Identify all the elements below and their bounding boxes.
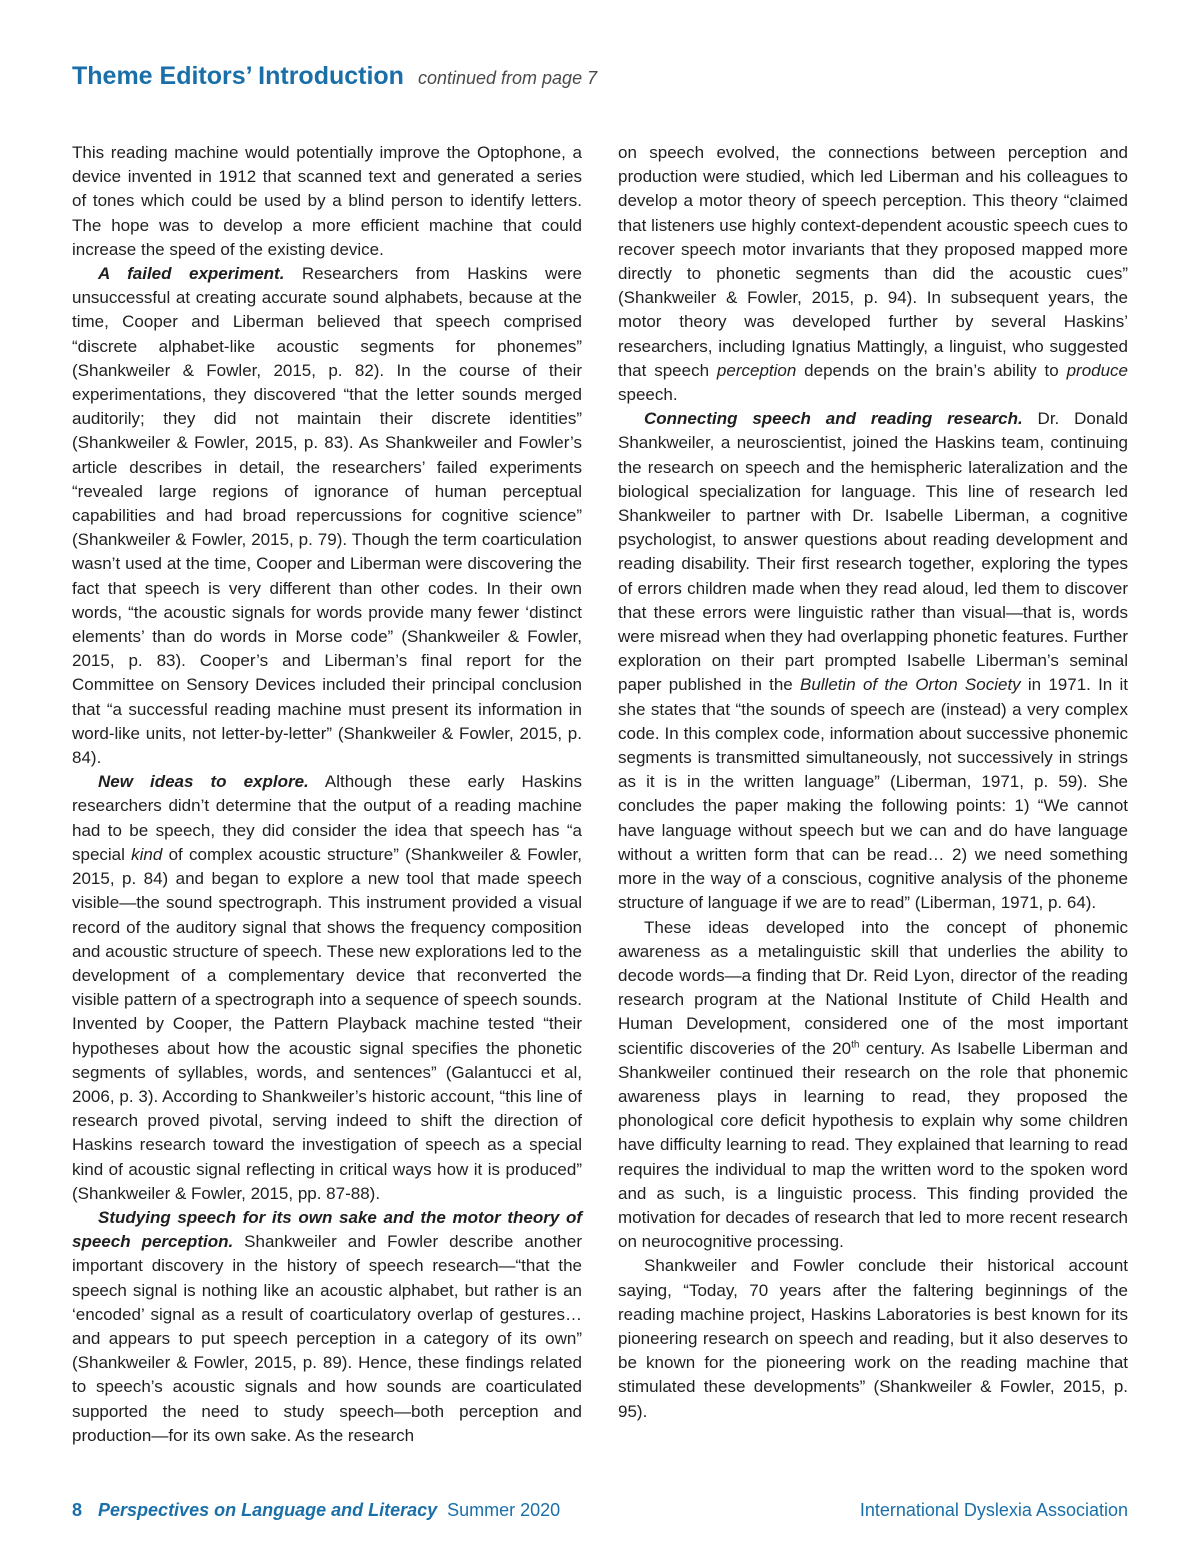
paragraph xyxy=(72,141,582,262)
paragraph-text: century. As Isabelle Liberman and Shankweiler continued their research on the role that phonemic awareness plays in learning to read, they proposed the phonological core deficit hypothesis to explain why some children have difficulty learning to read. They explained that learning to read requires the individual to map the written word to the spoken word and as such, is a linguistic process. This finding provided the motivation for decades of research that led to more recent research on neurocognitive processing. xyxy=(618,1038,1128,1252)
paragraph-text: on speech evolved, the connections between perception and production were studied, which led Liberman and his colleagues to develop a motor theory of speech perception. This theory “claimed that listeners use highly context-dependent acoustic speech cues to recover speech motor invariants that they proposed mapped more directly to phonetic segments than did the acoustic cues” (Shankweiler & Fowler, 2015, p. 94). In subsequent years, the motor theory was developed further by several Haskins’ researchers, including Ignatius Mattingly, a linguist, who suggested that speech xyxy=(618,143,1128,380)
paragraph-text: Researchers from Haskins were unsuccessful at creating accurate sound alphabets, because at the time, Cooper and Liberman believed that speech comprised “discrete alphabet-like acoustic segments for phonemes” (Shankweiler & Fowler, 2015, p. 82). In the course of their experimentations, they discovered “that the letter sounds merged auditorily; they did not maintain their discrete identities” (Shankweiler & Fowler, 2015, p. 83). As Shankweiler and Fowler’s article describes in detail, the researchers’ failed experiments “revealed large regions of ignorance of human perceptual capabilities and had broad repercussions for cognitive science” (Shankweiler & Fowler, 2015, p. 79). Though the term coarticulation wasn’t used at the time, Cooper and Liberman were discovering the fact that speech is very different than other codes. In their own words, “the acoustic signals for words provide many fewer ‘distinct elements’ than do words in Morse code” (Shankweiler & Fowler, 2015, p. 83). Cooper’s and Liberman’s final report for the Committee on Sensory Devices included their principal conclusion that “a successful reading machine must present its information in word-like units, not letter-by-letter” (Shankweiler & Fowler, 2015, p. 84). xyxy=(72,264,582,768)
footer-left xyxy=(72,1500,560,1521)
paragraph-text: This reading machine would potentially improve the Optophone, a device invented in 1912 that scanned text and generated a series of tones which could be used by a blind person to identify letters. The hope was to develop a more efficient machine that could increase the speed of the existing device. xyxy=(72,143,582,259)
paragraph-heading: Connecting speech and reading research. xyxy=(644,409,1023,429)
issue-season: Summer 2020 xyxy=(447,1500,561,1520)
journal-title: Bulletin of the Orton Society xyxy=(799,675,1021,695)
paragraph xyxy=(72,262,582,770)
paragraph xyxy=(618,141,1128,407)
organization-name: International Dyslexia Association xyxy=(859,1500,1128,1520)
paragraph-text: Although these early Haskins researchers didn’t determine that the output of a reading machine had to be speech, they did consider the idea that speech has “a special xyxy=(72,772,582,864)
paragraph-text: Shankweiler and Fowler describe another important discovery in the history of speech research—“that the speech signal is nothing like an acoustic alphabet, but rather is an ‘encoded’ signal as a result of coarticulatory overlap of gestures…and appears to put speech perception in a category of its own” (Shankweiler & Fowler, 2015, p. 89). Hence, these findings related to speech’s acoustic signals and how sounds are coarticulated supported the need to study speech—both perception and production—for its own sake. As the research xyxy=(72,1232,582,1445)
paragraph-text: of complex acoustic structure” (Shankweiler & Fowler, 2015, p. 84) and began to explore a new tool that made speech visible—the sound spectrograph. This instrument provided a visual record of the auditory signal that shows the frequency composition and acoustic structure of speech. These new explorations led to the development of a complementary device that reconverted the visible pattern of a spectrograph into a sequence of speech sounds. Invented by Cooper, the Pattern Playback machine tested “their hypotheses about how the acoustic signal specifies the phonetic segments of syllables, words, and sentences” (Galantucci et al, 2006, p. 3). According to Shankweiler’s historic account, “this line of research proved pivotal, serving indeed to shift the direction of Haskins research toward the investigation of speech as a special kind of acoustic signal reflecting in critical ways how it is produced” (Shankweiler & Fowler, 2015, pp. 87-88). xyxy=(72,844,582,1203)
emphasis: produce xyxy=(1066,360,1129,380)
paragraph-text: These ideas developed into the concept of phonemic awareness as a metalinguistic skill that underlies the ability to decode words—a finding that Dr. Reid Lyon, director of the reading research program at the National Institute of Child Health and Human Development, considered one of the most important scientific discoveries of the 20 xyxy=(618,917,1128,1058)
paragraph-text: Shankweiler and Fowler conclude their historical account saying, “Today, 70 years after the faltering beginnings of the reading machine project, Haskins Laboratories is best known for its pioneering research on speech and reading, but it also deserves to be known for the pioneering work on the reading machine that stimulated these developments” (Shankweiler & Fowler, 2015, p. 95). xyxy=(618,1256,1128,1421)
page-footer xyxy=(72,1500,1128,1526)
paragraph-text: depends on the brain’s ability to xyxy=(796,360,1067,380)
paragraph-heading: New ideas to explore. xyxy=(98,772,309,792)
left-column xyxy=(72,141,582,1448)
emphasis: perception xyxy=(716,360,797,380)
paragraph-heading: Studying speech for its own sake and the motor theory of speech perception. xyxy=(72,1207,582,1252)
superscript: th xyxy=(851,1038,860,1050)
paragraph xyxy=(72,1206,582,1448)
continued-note: continued from page 7 xyxy=(417,68,598,88)
journal-name: Perspectives on Language and Literacy xyxy=(98,1500,438,1520)
paragraph xyxy=(618,916,1128,1255)
right-column xyxy=(618,141,1128,1424)
paragraph xyxy=(72,770,582,1206)
paragraph-text: in 1971. In it she states that “the sounds of speech are (instead) a very complex code. In this complex code, information about successive phonemic segments is transmitted simultaneously, not successively in strings as it is in the written language” (Liberman, 1971, p. 59). She concludes the paper making the following points: 1) “We cannot have language without speech but we can and do have language without a written form that can be read… 2) we need something more in the way of a conscious, cognitive analysis of the phoneme structure of language if we are to read” (Liberman, 1971, p. 64). xyxy=(618,675,1128,913)
emphasis: kind xyxy=(131,844,163,864)
running-header xyxy=(72,62,1132,91)
paragraph xyxy=(618,1254,1128,1423)
paragraph-text: speech. xyxy=(618,385,678,405)
paragraph xyxy=(618,407,1128,915)
paragraph-heading: A failed experiment. xyxy=(98,264,285,284)
paragraph-text: Dr. Donald Shankweiler, a neuroscientist, joined the Haskins team, continuing the research on speech and the hemispheric lateralization and the biological specialization for language. This line of research led Shankweiler to partner with Dr. Isabelle Liberman, a cognitive psychologist, to answer questions about reading development and reading disability. Their first research together, exploring the types of errors children made when they read aloud, led them to discover that these errors were linguistic rather than visual—that is, words were misread when they had overlapping phonetic features. Further exploration on their part prompted Isabelle Liberman’s seminal paper published in the xyxy=(618,409,1128,695)
section-title: Theme Editors’ Introduction xyxy=(72,62,404,90)
page-number: 8 xyxy=(72,1500,83,1520)
